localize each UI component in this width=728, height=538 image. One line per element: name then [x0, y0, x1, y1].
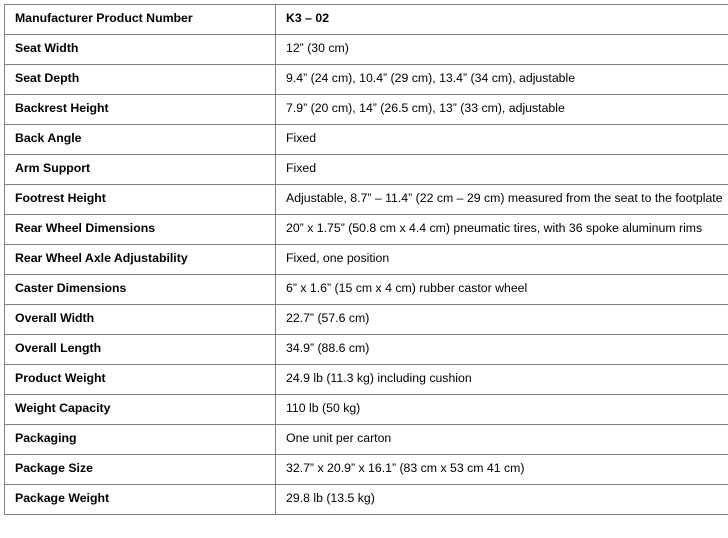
- row-value: 34.9” (88.6 cm): [276, 335, 728, 365]
- row-value: 12” (30 cm): [276, 35, 728, 65]
- table-row-weight-capacity: [5, 395, 728, 425]
- row-label: Footrest Height: [5, 185, 276, 215]
- row-value: Fixed, one position: [276, 245, 728, 275]
- row-value: 9.4” (24 cm), 10.4” (29 cm), 13.4” (34 cm), adjustable: [276, 65, 728, 95]
- table-row-footrest-height: [5, 185, 728, 215]
- row-label: Arm Support: [5, 155, 276, 185]
- table-row-back-angle: [5, 125, 728, 155]
- row-label: Manufacturer Product Number: [5, 5, 276, 35]
- table-row-backrest-height: [5, 95, 728, 125]
- table-row-seat-depth: [5, 65, 728, 95]
- row-value: One unit per carton: [276, 425, 728, 455]
- row-value: 22.7” (57.6 cm): [276, 305, 728, 335]
- specifications-table: [4, 4, 728, 515]
- row-value: 29.8 lb (13.5 kg): [276, 485, 728, 515]
- row-value: Fixed: [276, 155, 728, 185]
- row-label: Back Angle: [5, 125, 276, 155]
- table-row-rear-wheel-axle-adjustability: [5, 245, 728, 275]
- row-label: Rear Wheel Axle Adjustability: [5, 245, 276, 275]
- row-label: Overall Width: [5, 305, 276, 335]
- row-label: Package Size: [5, 455, 276, 485]
- row-label: Product Weight: [5, 365, 276, 395]
- row-value: Fixed: [276, 125, 728, 155]
- table-row-package-size: [5, 455, 728, 485]
- row-value: 24.9 lb (11.3 kg) including cushion: [276, 365, 728, 395]
- row-label: Packaging: [5, 425, 276, 455]
- row-value: 110 lb (50 kg): [276, 395, 728, 425]
- row-label: Overall Length: [5, 335, 276, 365]
- row-label: Weight Capacity: [5, 395, 276, 425]
- table-row-package-weight: [5, 485, 728, 515]
- table-row-seat-width: [5, 35, 728, 65]
- row-value: 20” x 1.75” (50.8 cm x 4.4 cm) pneumatic tires, with 36 spoke aluminum rims: [276, 215, 728, 245]
- table-row-caster-dimensions: [5, 275, 728, 305]
- row-value: 7.9” (20 cm), 14” (26.5 cm), 13” (33 cm), adjustable: [276, 95, 728, 125]
- table-row-overall-length: [5, 335, 728, 365]
- row-value: K3 – 02: [276, 5, 728, 35]
- row-value: 32.7” x 20.9” x 16.1” (83 cm x 53 cm 41 cm): [276, 455, 728, 485]
- table-row-overall-width: [5, 305, 728, 335]
- row-label: Rear Wheel Dimensions: [5, 215, 276, 245]
- row-label: Caster Dimensions: [5, 275, 276, 305]
- row-label: Package Weight: [5, 485, 276, 515]
- table-row-arm-support: [5, 155, 728, 185]
- row-label: Seat Width: [5, 35, 276, 65]
- table-row-rear-wheel-dimensions: [5, 215, 728, 245]
- row-label: Seat Depth: [5, 65, 276, 95]
- row-label: Backrest Height: [5, 95, 276, 125]
- table-row-product-weight: [5, 365, 728, 395]
- row-value: Adjustable, 8.7” – 11.4” (22 cm – 29 cm) measured from the seat to the footplate: [276, 185, 728, 215]
- table-row-manufacturer-product-number: [5, 5, 728, 35]
- row-value: 6” x 1.6” (15 cm x 4 cm) rubber castor wheel: [276, 275, 728, 305]
- table-row-packaging: [5, 425, 728, 455]
